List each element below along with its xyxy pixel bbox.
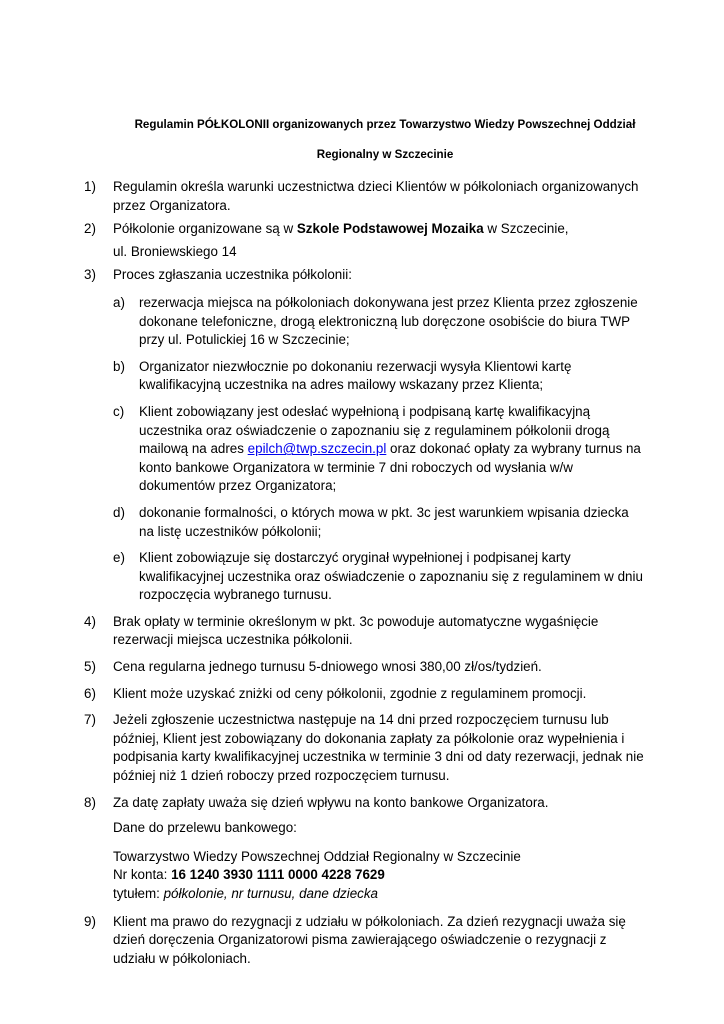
sub-item-c [113, 403, 644, 496]
item-text: Półkolonie organizowane są w [113, 221, 297, 237]
document-title [90, 114, 680, 166]
item-number: 2) [84, 221, 96, 237]
bank-details [113, 848, 644, 904]
item-number: 1) [84, 179, 96, 194]
email-link[interactable]: epilch@twp.szczecin.pl [247, 441, 387, 457]
sub-item-e [113, 549, 644, 605]
account-number: 16 1240 3930 1111 0000 4228 7629 [171, 867, 385, 883]
sub-item-letter: b) [113, 358, 125, 374]
item-text: Klient ma prawo do rezygnacji z udziału w półkoloniach. Za dzień rezygnacji uważa się dzień doręczenia Organizatorowi pisma zawierającego oświadczenie o rezygnacji z udziału w półkoloniach. [113, 913, 626, 966]
item-number: 4) [84, 613, 96, 629]
sub-item-text: Organizator niezwłocznie po dokonaniu rezerwacji wysyła Klientowi kartę kwalifikacyjną uczestnika na adres mailowy wskazany przez Klienta; [139, 358, 572, 393]
transfer-title-line [113, 885, 644, 904]
list-item-9 [84, 913, 644, 969]
transfer-title-value: półkolonie, nr turnusu, dane dziecka [163, 886, 378, 901]
sub-item-text: dokonanie formalności, o których mowa w pkt. 3c jest warunkiem wpisania dziecka na listę uczestników półkolonii; [139, 504, 629, 539]
sub-item-d [113, 504, 644, 541]
item-text: Klient może uzyskać zniżki od ceny półkolonii, zgodnie z regulaminem promocji. [113, 685, 587, 701]
list-item-3 [84, 266, 644, 605]
title-line-1: Regulamin PÓŁKOLONII organizowanych przez Towarzystwo Wiedzy Powszechnej Oddział [134, 118, 636, 131]
list-item-5 [84, 658, 644, 677]
transfer-title-label: tytułem: [113, 886, 164, 901]
sub-item-letter: d) [113, 504, 125, 520]
item-text-after: w Szczecinie, [483, 221, 569, 237]
sub-item-text: Klient zobowiązany jest odesłać wypełnioną i podpisaną kartę kwalifikacyjną uczestnika oraz oświadczenie o zapoznaniu się z regulaminem półkolonii drogą mailową na adres [139, 403, 610, 457]
item-number: 3) [84, 267, 96, 283]
sub-item-text: Klient zobowiązuje się dostarczyć oryginał wypełnionej i podpisanej karty kwalifikacyjnej uczestnika oraz oświadczenie o zapoznaniu się z regulaminem w dniu rozpoczęcia wybranego turnusu. [139, 550, 643, 603]
item-number: 9) [84, 913, 96, 929]
item-number: 8) [84, 794, 96, 810]
list-item-2 [84, 220, 644, 261]
list-item-7 [84, 711, 644, 785]
sub-item-text: rezerwacja miejsca na półkoloniach dokonywana jest przez Klienta przez zgłoszenie dokonane telefoniczne, drogą elektroniczną lub doręczone osobiście do biura TWP przy ul. Potulickiej 16 w Szczecinie; [139, 294, 638, 348]
school-name: Szkole Podstawowej Mozaika [296, 221, 484, 237]
title-line-2: Regionalny w Szczecinie [316, 148, 454, 161]
sub-item-letter: c) [113, 403, 125, 419]
regulations-list [84, 178, 644, 973]
list-item-6 [84, 685, 644, 704]
list-item-4 [84, 613, 644, 650]
bank-details-heading: Dane do przelewu bankowego: [113, 820, 297, 836]
sub-item-b [113, 358, 644, 395]
item-number: 6) [84, 685, 96, 701]
account-label: Nr konta: [113, 867, 172, 883]
sub-item-text-after: oraz dokonać opłaty za wybrany turnus na konto bankowe Organizatora w terminie 7 dni roboczych od wysłania w/w dokumentów przez Organizatora; [139, 441, 641, 494]
school-address: ul. Broniewskiego 14 [113, 243, 237, 259]
list-item-8 [84, 794, 644, 904]
item-number: 7) [84, 712, 96, 728]
bank-account-holder: Towarzystwo Wiedzy Powszechnej Oddział Regionalny w Szczecinie [113, 848, 521, 864]
sub-item-a [113, 294, 644, 350]
item-text: Cena regularna jednego turnusu 5-dniowego wnosi 380,00 zł/os/tydzień. [113, 659, 542, 675]
bank-account-line [113, 866, 644, 885]
item-text: Brak opłaty w terminie określonym w pkt. 3c powoduje automatyczne wygaśnięcie rezerwacji miejsca uczestnika półkolonii. [113, 613, 599, 648]
item-text: Jeżeli zgłoszenie uczestnictwa następuje na 14 dni przed rozpoczęciem turnusu lub później, Klient jest zobowiązany do dokonania zapłaty za półkolonie oraz wypełnienia i podpisania karty kwalifikacyjnej uczestnika w terminie 3 dni od daty rezerwacji, jednak nie później niż 1 dzień roboczy przed rozpoczęciem turnusu. [113, 712, 644, 784]
item-text: Proces zgłaszania uczestnika półkolonii: [113, 267, 352, 283]
sub-item-letter: e) [113, 550, 125, 566]
list-item-1 [84, 178, 644, 215]
item-number: 5) [84, 659, 96, 675]
item-text: Za datę zapłaty uważa się dzień wpływu na konto bankowe Organizatora. [113, 794, 549, 810]
sub-item-letter: a) [113, 294, 125, 310]
item-text: Regulamin określa warunki uczestnictwa dzieci Klientów w półkoloniach organizowanych przez Organizatora. [113, 179, 639, 213]
